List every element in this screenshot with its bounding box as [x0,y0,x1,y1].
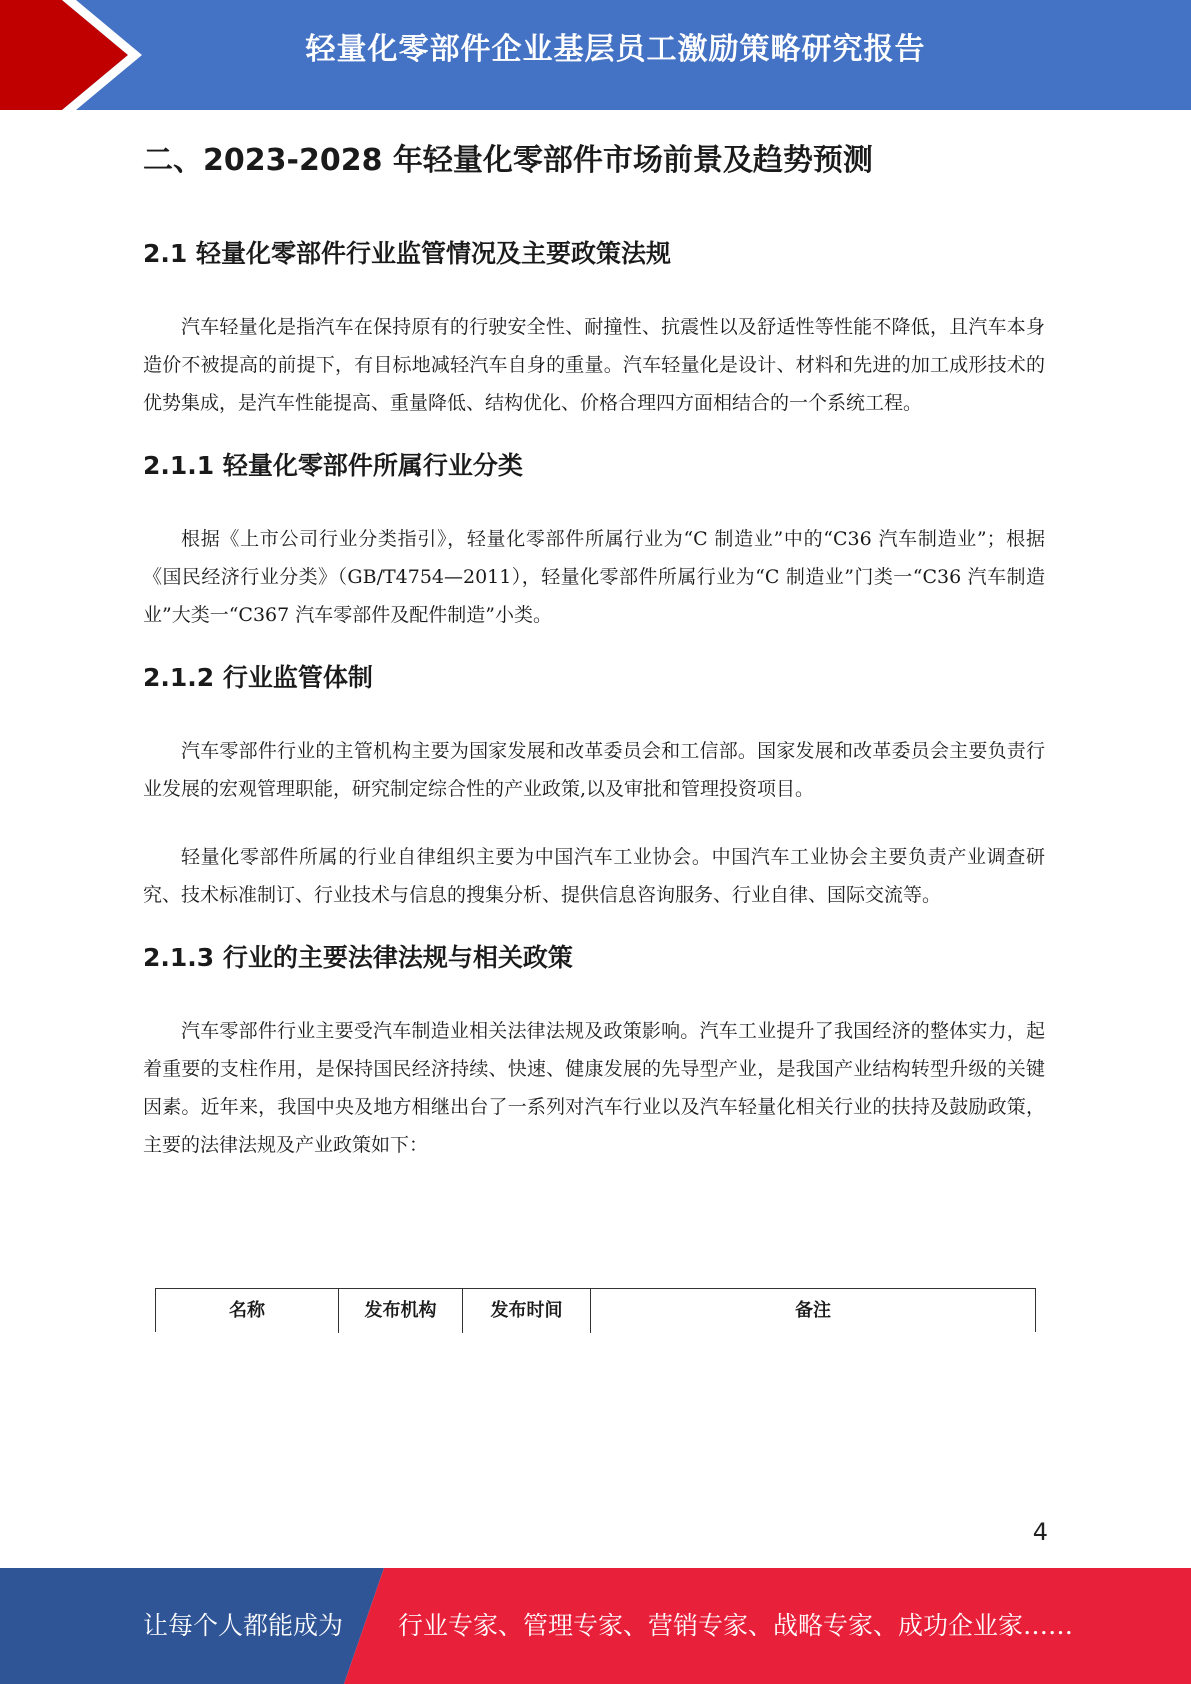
footer-slogan-right: 行业专家、管理专家、营销专家、战略专家、成功企业家…… [398,1611,1074,1640]
section-heading-2-1-1: 2.1.1 轻量化零部件所属行业分类 [143,451,523,480]
footer-slogan-left: 让每个人都能成为 [143,1611,344,1640]
page-header [0,0,1191,110]
paragraph-2-1: 汽车轻量化是指汽车在保持原有的行驶安全性、耐撞性、抗震性以及舒适性等性能不降低，且汽车本身造价不被提高的前提下，有目标地减轻汽车自身的重量。汽车轻量化是设计、材料和先进的加工成形技术的优势集成，是汽车性能提高、重量降低、结构优化、价格合理四方面相结合的一个系统工程。 [143,316,1045,414]
page-content [143,138,1045,1164]
paragraph-2-1-2-a: 汽车零部件行业的主管机构主要为国家发展和改革委员会和工信部。国家发展和改革委员会主要负责行业发展的宏观管理职能，研究制定综合性的产业政策,以及审批和管理投资项目。 [143,740,1045,800]
paragraph-2-1-1: 根据《上市公司行业分类指引》，轻量化零部件所属行业为“C 制造业”中的“C36 汽车制造业”；根据《国民经济行业分类》（GB/T4754—2011），轻量化零部件所属行业为“C 制造业”门类一“C36 汽车制造业”大类一“C367 汽车零部件及配件制造”小类。 [143,528,1045,626]
table-header-date: 发布时间 [463,1289,591,1333]
table-header-remarks: 备注 [795,1300,831,1321]
section-heading-2-1-2: 2.1.2 行业监管体制 [143,663,373,692]
table-header-name: 名称 [156,1289,339,1333]
chapter-heading: 二、2023-2028 年轻量化零部件市场前景及趋势预测 [143,143,873,178]
section-heading-2-1: 2.1 轻量化零部件行业监管情况及主要政策法规 [143,239,671,268]
paragraph-2-1-3: 汽车零部件行业主要受汽车制造业相关法律法规及政策影响。汽车工业提升了我国经济的整体实力，起着重要的支柱作用，是保持国民经济持续、快速、健康发展的先导型产业，是我国产业结构转型升级的关键因素。近年来，我国中央及地方相继出台了一系列对汽车行业以及汽车轻量化相关行业的扶持及鼓励政策，主要的法律法规及产业政策如下： [143,1020,1045,1156]
policy-table [155,1288,1036,1332]
page-number: 4 [1032,1518,1048,1546]
table-header-issuer: 发布机构 [339,1289,463,1333]
document-title: 轻量化零部件企业基层员工激励策略研究报告 [305,32,926,67]
page-footer [0,1568,1191,1684]
paragraph-2-1-2-b: 轻量化零部件所属的行业自律组织主要为中国汽车工业协会。中国汽车工业协会主要负责产业调查研究、技术标准制订、行业技术与信息的搜集分析、提供信息咨询服务、行业自律、国际交流等。 [143,846,1045,906]
section-heading-2-1-3: 2.1.3 行业的主要法律法规与相关政策 [143,943,573,972]
